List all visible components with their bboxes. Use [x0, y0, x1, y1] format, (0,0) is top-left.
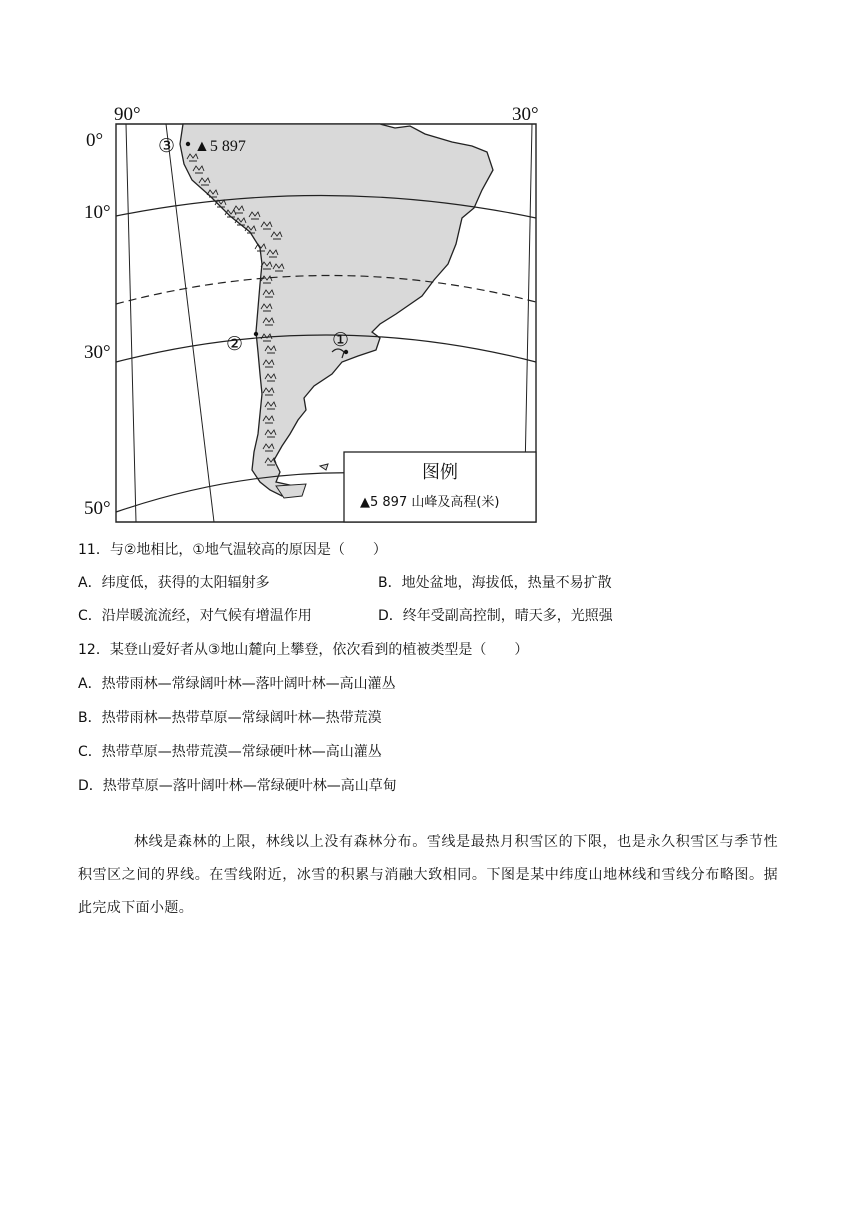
lat-label-10: 10°: [84, 202, 111, 223]
point-1-label: ①: [332, 330, 350, 351]
south-america-map: [80, 100, 550, 530]
point-3-dot: [186, 142, 190, 146]
point-2-label: ②: [226, 334, 244, 355]
passage-paragraph: 林线是森林的上限，林线以上没有森林分布。雪线是最热月积雪区的下限，也是永久积雪区与季节性积雪区之间的界线。在雪线附近，冰雪的积累与消融大致相同。下图是某中纬度山地林线和雪线分布略图。据此完成下面小题。: [78, 834, 778, 916]
meridian-90: [126, 124, 136, 522]
question-12-stem: 12．某登山爱好者从③地山麓向上攀登，依次看到的植被类型是（ ）: [78, 642, 529, 658]
peak-label: ▲5 897: [194, 138, 246, 155]
question-11-option-d: D．终年受副高控制，晴天多，光照强: [378, 608, 613, 624]
legend-title: 图例: [422, 462, 458, 483]
point-2-dot: [254, 332, 258, 336]
point-3-label: ③: [158, 136, 176, 157]
lat-label-50: 50°: [84, 498, 111, 519]
lat-label-0: 0°: [86, 130, 104, 151]
question-11-option-c: C．沿岸暖流流经，对气候有增温作用: [78, 608, 312, 624]
question-11-option-a: A．纬度低，获得的太阳辐射多: [78, 575, 270, 591]
question-11-option-b: B．地处盆地，海拔低，热量不易扩散: [378, 575, 612, 591]
lat-label-30: 30°: [84, 342, 111, 363]
lon-label-30: 30°: [512, 104, 539, 125]
question-12-option-d: D．热带草原—落叶阔叶林—常绿硬叶林—高山草甸: [78, 778, 397, 794]
south-america-land: [180, 124, 493, 496]
question-11-stem: 11．与②地相比，①地气温较高的原因是（ ）: [78, 542, 387, 558]
lon-label-90: 90°: [114, 104, 141, 125]
falklands: [320, 464, 328, 470]
legend-item: ▲5 897 山峰及高程(米): [360, 495, 500, 510]
map-svg: [80, 100, 550, 530]
question-12-option-c: C．热带草原—热带荒漠—常绿硬叶林—高山灌丛: [78, 744, 382, 760]
question-12-option-b: B．热带雨林—热带草原—常绿阔叶林—热带荒漠: [78, 710, 382, 726]
question-12-option-a: A．热带雨林—常绿阔叶林—落叶阔叶林—高山灌丛: [78, 676, 396, 692]
